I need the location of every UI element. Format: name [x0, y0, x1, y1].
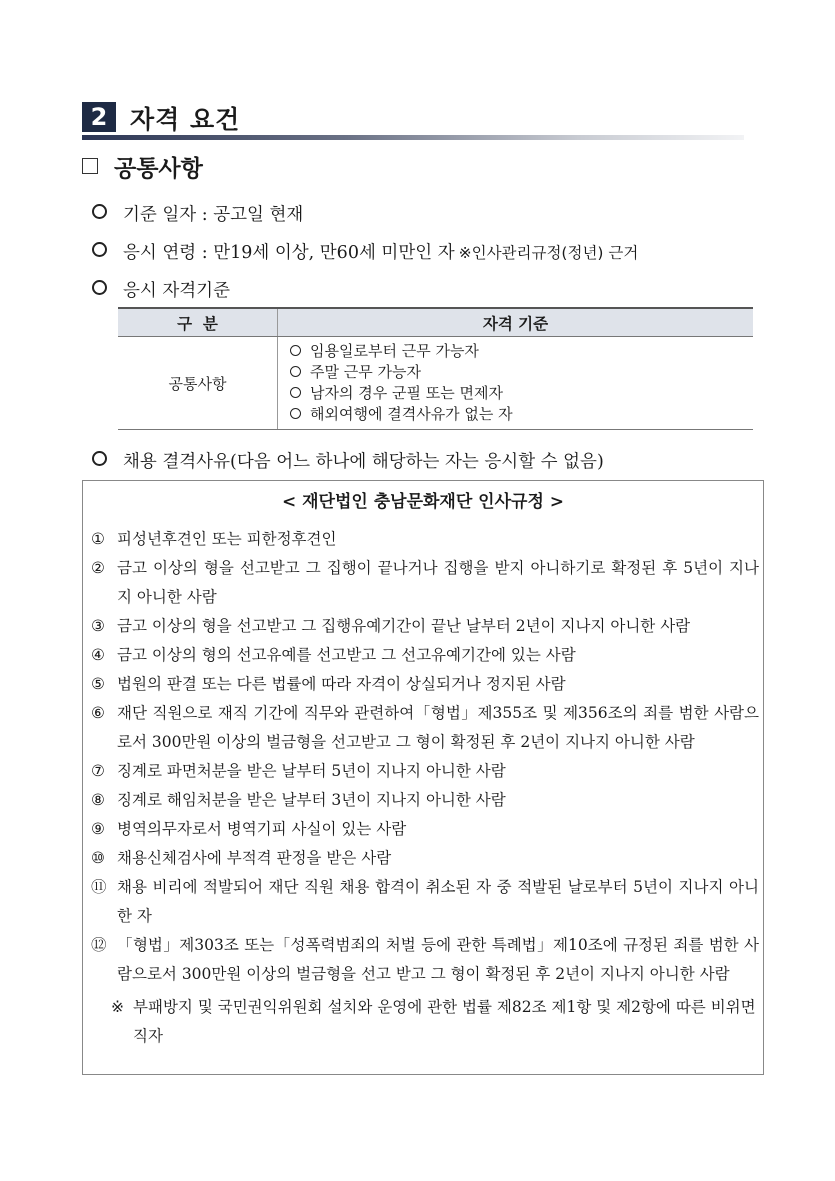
- bullet-qualification: 응시 자격기준: [92, 277, 230, 302]
- circle-bullet-icon: [290, 408, 301, 419]
- section-title: 자격 요건: [130, 105, 241, 134]
- list-item: ⑥ 재단 직원으로 재직 기간에 직무와 관련하여「형법」제355조 및 제356조의 죄를 범한 사람으로서 300만원 이상의 벌금형을 선고받고 그 형이 확정된 후 2년이 지나지 아니한 사람: [91, 704, 759, 751]
- list-item: ⑪ 채용 비리에 적발되어 재단 직원 채용 합격이 취소된 자 중 적발된 날로부터 5년이 지나지 아니한 자: [91, 878, 759, 925]
- circle-bullet-icon: [290, 345, 301, 356]
- circle-bullet-icon: [92, 204, 107, 219]
- qualification-table: [118, 307, 753, 430]
- circle-bullet-icon: [290, 366, 301, 377]
- list-item: ⑩ 채용신체검사에 부적격 판정을 받은 사람: [91, 849, 392, 867]
- list-item: ⑤ 법원의 판결 또는 다른 법률에 따라 자격이 상실되거나 정지된 사람: [91, 675, 566, 693]
- list-item: ④ 금고 이상의 형의 선고유예를 선고받고 그 선고유예기간에 있는 사람: [91, 646, 576, 664]
- list-item: ⑨ 병역의무자로서 병역기피 사실이 있는 사람: [91, 820, 407, 838]
- section-number: 2: [82, 102, 116, 132]
- table-cell-criteria: [278, 337, 754, 430]
- list-item: ⑧ 징계로 해임처분을 받은 날부터 3년이 지나지 아니한 사람: [91, 791, 506, 809]
- circle-bullet-icon: [290, 387, 301, 398]
- table-row: [118, 337, 753, 430]
- table-cell-category: 공통사항: [118, 337, 278, 430]
- list-item: ③ 금고 이상의 형을 선고받고 그 집행유예기간이 끝난 날부터 2년이 지나지 아니한 사람: [91, 617, 691, 635]
- regulation-note: [91, 993, 759, 1051]
- criteria-item: 해외여행에 결격사유가 없는 자: [290, 404, 753, 425]
- list-item: ⑫ 「형법」제303조 또는「성폭력범죄의 처벌 등에 관한 특례법」제10조에 규정된 죄를 범한 사람으로서 300만원 이상의 벌금형을 선고 받고 그 형이 확정된 후 2년이 지나지 아니한 사람: [91, 936, 759, 983]
- age-note: ※인사관리규정(정년) 근거: [458, 244, 639, 262]
- section-underline: [82, 135, 744, 140]
- subsection-title: 공통사항: [114, 156, 203, 182]
- regulation-title: < 재단법인 충남문화재단 인사규정 >: [281, 492, 565, 512]
- criteria-item: 주말 근무 가능자: [290, 362, 753, 383]
- criteria-item: 남자의 경우 군필 또는 면제자: [290, 383, 753, 404]
- circle-bullet-icon: [92, 451, 107, 466]
- regulation-list: [91, 525, 759, 1051]
- note-mark: ※: [111, 998, 124, 1016]
- bullet-disqualification: 채용 결격사유(다음 어느 하나에 해당하는 자는 응시할 수 없음): [92, 448, 604, 473]
- note-text: 부패방지 및 국민권익위원회 설치와 운영에 관한 법률 제82조 제1항 및 제2항에 따른 비위면직자: [133, 998, 756, 1045]
- square-bullet-icon: [82, 158, 98, 174]
- circle-bullet-icon: [92, 280, 107, 295]
- section-header: [82, 96, 744, 142]
- bullet-base-date: 기준 일자 : 공고일 현재: [92, 201, 303, 226]
- table-header-row: [118, 308, 753, 337]
- list-item: ① 피성년후견인 또는 피한정후견인: [91, 530, 337, 548]
- criteria-item: 임용일로부터 근무 가능자: [290, 341, 753, 362]
- list-item: ⑦ 징계로 파면처분을 받은 날부터 5년이 지나지 아니한 사람: [91, 762, 506, 780]
- bullet-age: 응시 연령 : 만19세 이상, 만60세 미만인 자 ※인사관리규정(정년) 근거: [92, 239, 638, 264]
- table-header-criteria: 자격 기준: [278, 308, 754, 337]
- circle-bullet-icon: [92, 242, 107, 257]
- regulation-box: [82, 480, 764, 1075]
- list-item: ② 금고 이상의 형을 선고받고 그 집행이 끝나거나 집행을 받지 아니하기로 확정된 후 5년이 지나지 아니한 사람: [91, 559, 759, 606]
- table-header-category: 구 분: [118, 308, 278, 337]
